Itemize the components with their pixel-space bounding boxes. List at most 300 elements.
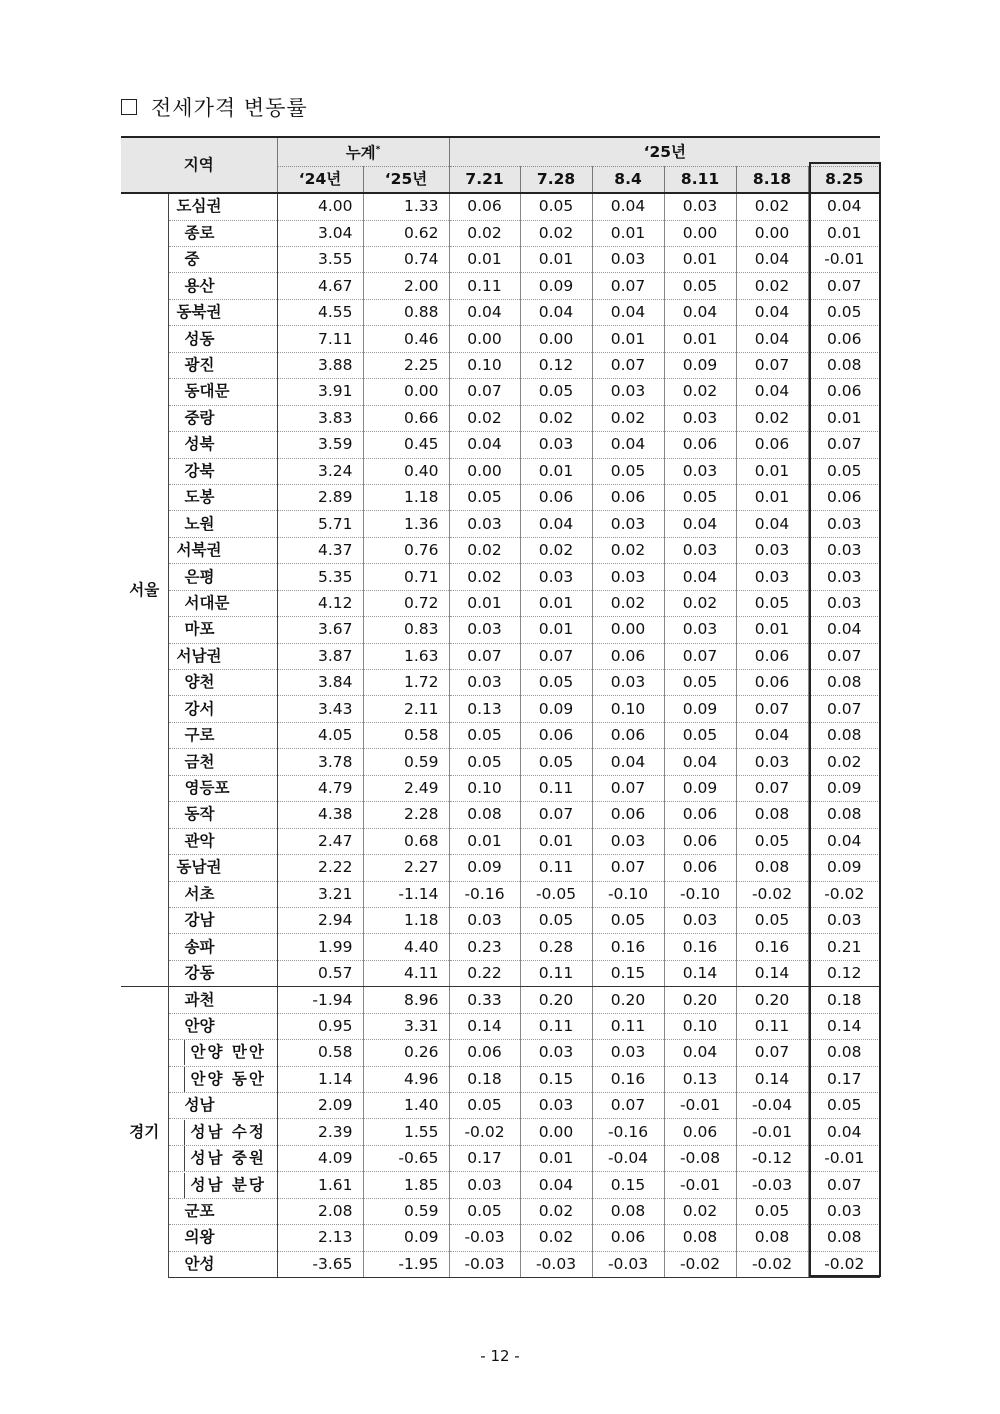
region-name: 용산 <box>168 273 277 299</box>
value-cell: 0.06 <box>664 432 736 458</box>
value-cell: 0.07 <box>736 696 808 722</box>
value-cell: 0.03 <box>449 670 520 696</box>
value-cell: 0.10 <box>664 1013 736 1039</box>
value-cell: 0.07 <box>808 1172 880 1198</box>
header-col: 8.18 <box>736 167 808 194</box>
value-cell: 4.11 <box>363 960 449 986</box>
value-cell: -0.05 <box>520 881 592 907</box>
value-cell: 0.02 <box>736 405 808 431</box>
value-cell: 0.06 <box>664 1119 736 1145</box>
value-cell: 0.03 <box>808 511 880 537</box>
region-name: 동대문 <box>168 379 277 405</box>
value-cell: -0.02 <box>736 1251 808 1277</box>
value-cell: 2.89 <box>277 484 363 510</box>
value-cell: 0.05 <box>808 299 880 325</box>
value-cell: 0.07 <box>736 352 808 378</box>
value-cell: 1.18 <box>363 907 449 933</box>
value-cell: 0.09 <box>449 855 520 881</box>
value-cell: 0.05 <box>664 273 736 299</box>
value-cell: 0.06 <box>449 1040 520 1066</box>
region-name: 도심권 <box>168 193 277 220</box>
table-row <box>121 590 880 616</box>
value-cell: 0.58 <box>363 722 449 748</box>
value-cell: 0.02 <box>449 564 520 590</box>
value-cell: 2.22 <box>277 855 363 881</box>
region-name: 군포 <box>168 1198 277 1224</box>
table-row <box>121 749 880 775</box>
value-cell: 0.07 <box>664 643 736 669</box>
value-cell: 0.01 <box>449 590 520 616</box>
value-cell: 0.02 <box>449 220 520 246</box>
value-cell: 0.02 <box>592 537 664 563</box>
value-cell: 0.00 <box>363 379 449 405</box>
value-cell: -0.16 <box>592 1119 664 1145</box>
value-cell: 0.01 <box>520 617 592 643</box>
value-cell: 0.07 <box>520 643 592 669</box>
value-cell: 0.01 <box>808 220 880 246</box>
value-cell: 0.16 <box>592 934 664 960</box>
value-cell: 0.04 <box>520 299 592 325</box>
value-cell: 1.14 <box>277 1066 363 1092</box>
region-name-text: 안양 동안 <box>184 1067 277 1092</box>
value-cell: 0.05 <box>664 670 736 696</box>
value-cell: 0.03 <box>808 1198 880 1224</box>
value-cell: 1.61 <box>277 1172 363 1198</box>
value-cell: 0.05 <box>520 907 592 933</box>
region-name: 송파 <box>168 934 277 960</box>
region-name: 동북권 <box>168 299 277 325</box>
region-name: 안성 <box>168 1251 277 1277</box>
value-cell: 0.28 <box>520 934 592 960</box>
value-cell: -0.12 <box>736 1145 808 1171</box>
region-name: 강북 <box>168 458 277 484</box>
value-cell: 0.04 <box>736 722 808 748</box>
value-cell: 4.37 <box>277 537 363 563</box>
value-cell: 4.05 <box>277 722 363 748</box>
value-cell: 0.03 <box>808 907 880 933</box>
region-name: 서북권 <box>168 537 277 563</box>
value-cell: 0.13 <box>449 696 520 722</box>
value-cell: 0.14 <box>736 960 808 986</box>
region-name: 구로 <box>168 722 277 748</box>
value-cell: 0.15 <box>592 1172 664 1198</box>
value-cell: -0.02 <box>449 1119 520 1145</box>
region-name: 강동 <box>168 960 277 986</box>
region-name: 동남권 <box>168 855 277 881</box>
value-cell: 0.03 <box>664 907 736 933</box>
table-row <box>121 511 880 537</box>
value-cell: 0.06 <box>592 1225 664 1251</box>
value-cell: 0.20 <box>664 987 736 1013</box>
value-cell: 4.40 <box>363 934 449 960</box>
value-cell: 4.67 <box>277 273 363 299</box>
value-cell: 0.04 <box>592 299 664 325</box>
value-cell: 0.02 <box>592 590 664 616</box>
value-cell: 0.01 <box>664 247 736 273</box>
value-cell: 0.00 <box>664 220 736 246</box>
value-cell: 0.02 <box>664 379 736 405</box>
value-cell: 0.00 <box>449 326 520 352</box>
table-row <box>121 670 880 696</box>
value-cell: 0.01 <box>808 405 880 431</box>
value-cell: 0.03 <box>592 247 664 273</box>
region-name: 성북 <box>168 432 277 458</box>
value-cell: 0.08 <box>808 722 880 748</box>
value-cell: 0.11 <box>592 1013 664 1039</box>
table-row <box>121 247 880 273</box>
value-cell: 0.04 <box>664 749 736 775</box>
value-cell: 0.02 <box>520 405 592 431</box>
value-cell: 3.59 <box>277 432 363 458</box>
value-cell: 0.01 <box>449 247 520 273</box>
value-cell: -0.10 <box>592 881 664 907</box>
value-cell: 0.06 <box>808 326 880 352</box>
value-cell: 0.11 <box>520 1013 592 1039</box>
value-cell: 0.07 <box>808 696 880 722</box>
value-cell: 0.03 <box>592 511 664 537</box>
value-cell: 3.31 <box>363 1013 449 1039</box>
value-cell: -0.02 <box>808 881 880 907</box>
value-cell: 2.27 <box>363 855 449 881</box>
value-cell: 2.08 <box>277 1198 363 1224</box>
value-cell: 0.18 <box>449 1066 520 1092</box>
value-cell: 0.00 <box>592 617 664 643</box>
value-cell: 0.04 <box>736 511 808 537</box>
value-cell: 4.79 <box>277 775 363 801</box>
value-cell: 8.96 <box>363 987 449 1013</box>
value-cell: 0.06 <box>808 484 880 510</box>
value-cell: 0.15 <box>592 960 664 986</box>
value-cell: 3.88 <box>277 352 363 378</box>
value-cell: 2.28 <box>363 802 449 828</box>
value-cell: -0.01 <box>736 1119 808 1145</box>
header-cumulative: 누계* <box>277 137 449 167</box>
value-cell: 2.25 <box>363 352 449 378</box>
value-cell: 0.04 <box>736 299 808 325</box>
value-cell: 3.21 <box>277 881 363 907</box>
value-cell: 0.07 <box>592 1093 664 1119</box>
value-cell: 0.01 <box>736 484 808 510</box>
value-cell: 0.02 <box>808 749 880 775</box>
value-cell: 0.06 <box>664 828 736 854</box>
table-row <box>121 1225 880 1251</box>
value-cell: 0.04 <box>520 511 592 537</box>
value-cell: 3.78 <box>277 749 363 775</box>
value-cell: 0.16 <box>664 934 736 960</box>
value-cell: 4.96 <box>363 1066 449 1092</box>
table-row <box>121 802 880 828</box>
value-cell: -0.03 <box>592 1251 664 1277</box>
value-cell: 0.04 <box>664 564 736 590</box>
value-cell: 0.05 <box>592 458 664 484</box>
value-cell: 0.01 <box>520 828 592 854</box>
value-cell: 4.12 <box>277 590 363 616</box>
region-name: 서초 <box>168 881 277 907</box>
value-cell: 0.01 <box>592 326 664 352</box>
value-cell: 2.00 <box>363 273 449 299</box>
value-cell: 0.09 <box>664 352 736 378</box>
region-name-text: 안양 만안 <box>184 1040 277 1065</box>
value-cell: 0.01 <box>520 590 592 616</box>
region-name: 종로 <box>168 220 277 246</box>
value-cell: 0.07 <box>736 775 808 801</box>
value-cell: 0.03 <box>449 1172 520 1198</box>
value-cell: 0.04 <box>449 299 520 325</box>
value-cell: 0.95 <box>277 1013 363 1039</box>
value-cell: 0.05 <box>449 722 520 748</box>
header-col: 7.21 <box>449 167 520 194</box>
value-cell: 0.03 <box>592 670 664 696</box>
region-name: 성남 <box>168 1093 277 1119</box>
value-cell: 0.14 <box>449 1013 520 1039</box>
table-row <box>121 643 880 669</box>
value-cell: 0.05 <box>808 458 880 484</box>
value-cell: 0.06 <box>736 643 808 669</box>
value-cell: -0.03 <box>449 1251 520 1277</box>
value-cell: -0.01 <box>664 1172 736 1198</box>
checkbox-square-icon <box>121 99 137 115</box>
value-cell: 0.04 <box>808 617 880 643</box>
value-cell: 0.33 <box>449 987 520 1013</box>
value-cell: 0.62 <box>363 220 449 246</box>
header-col: 8.11 <box>664 167 736 194</box>
region-name: 중랑 <box>168 405 277 431</box>
value-cell: 0.02 <box>520 220 592 246</box>
value-cell: 0.05 <box>520 749 592 775</box>
value-cell: 2.94 <box>277 907 363 933</box>
value-cell: 1.85 <box>363 1172 449 1198</box>
value-cell: 0.06 <box>449 193 520 220</box>
value-cell: 0.05 <box>808 1093 880 1119</box>
section-title <box>121 92 308 122</box>
value-cell: 0.04 <box>736 379 808 405</box>
table-row <box>121 934 880 960</box>
value-cell: 0.45 <box>363 432 449 458</box>
value-cell: 0.00 <box>736 220 808 246</box>
value-cell: -1.94 <box>277 987 363 1013</box>
table-row <box>121 193 880 220</box>
value-cell: 0.11 <box>520 775 592 801</box>
header-col: 8.4 <box>592 167 664 194</box>
value-cell: 0.06 <box>736 670 808 696</box>
value-cell: 0.09 <box>520 696 592 722</box>
value-cell: 0.08 <box>808 802 880 828</box>
value-cell: 1.63 <box>363 643 449 669</box>
value-cell: 0.06 <box>592 722 664 748</box>
value-cell: 0.03 <box>736 564 808 590</box>
value-cell: 0.03 <box>592 379 664 405</box>
value-cell: 0.08 <box>808 1040 880 1066</box>
header-col: 8.25 <box>808 167 880 194</box>
value-cell: 0.14 <box>808 1013 880 1039</box>
value-cell: 0.10 <box>592 696 664 722</box>
value-cell: 0.40 <box>363 458 449 484</box>
value-cell: 0.03 <box>520 1040 592 1066</box>
value-cell: 1.36 <box>363 511 449 537</box>
value-cell: 5.35 <box>277 564 363 590</box>
table-row <box>121 1251 880 1277</box>
value-cell: 0.16 <box>592 1066 664 1092</box>
value-cell: 0.06 <box>736 432 808 458</box>
value-cell: 0.05 <box>592 907 664 933</box>
value-cell: 0.26 <box>363 1040 449 1066</box>
value-cell: 0.02 <box>736 273 808 299</box>
table-row <box>121 484 880 510</box>
value-cell: 0.04 <box>664 299 736 325</box>
value-cell: 0.15 <box>520 1066 592 1092</box>
value-cell: 0.71 <box>363 564 449 590</box>
region-name <box>168 1119 277 1145</box>
table-row <box>121 379 880 405</box>
value-cell: 0.04 <box>592 193 664 220</box>
value-cell: 0.04 <box>520 1172 592 1198</box>
value-cell: 0.05 <box>449 1093 520 1119</box>
region-name: 안양 <box>168 1013 277 1039</box>
value-cell: 0.03 <box>592 1040 664 1066</box>
value-cell: 0.46 <box>363 326 449 352</box>
value-cell: 0.10 <box>449 352 520 378</box>
group-label: 서울 <box>121 193 168 987</box>
value-cell: 0.02 <box>664 590 736 616</box>
value-cell: 0.01 <box>520 247 592 273</box>
value-cell: 3.84 <box>277 670 363 696</box>
value-cell: 0.13 <box>664 1066 736 1092</box>
value-cell: 0.11 <box>449 273 520 299</box>
value-cell: 0.76 <box>363 537 449 563</box>
value-cell: 0.17 <box>808 1066 880 1092</box>
value-cell: 0.01 <box>520 1145 592 1171</box>
value-cell: 0.07 <box>808 643 880 669</box>
group-label: 경기 <box>121 987 168 1278</box>
value-cell: 0.02 <box>592 405 664 431</box>
region-name: 영등포 <box>168 775 277 801</box>
value-cell: 3.55 <box>277 247 363 273</box>
region-name: 은평 <box>168 564 277 590</box>
page-number: - 12 - <box>480 1347 520 1365</box>
table-row <box>121 1040 880 1066</box>
value-cell: 0.03 <box>449 511 520 537</box>
value-cell: 4.55 <box>277 299 363 325</box>
value-cell: 4.00 <box>277 193 363 220</box>
value-cell: 0.23 <box>449 934 520 960</box>
table-row <box>121 1013 880 1039</box>
table-row <box>121 1145 880 1171</box>
value-cell: 0.08 <box>449 802 520 828</box>
region-name-text: 성남 분당 <box>184 1173 277 1198</box>
value-cell: 0.01 <box>664 326 736 352</box>
value-cell: 0.05 <box>736 907 808 933</box>
table-row <box>121 960 880 986</box>
value-cell: 0.08 <box>736 1225 808 1251</box>
value-cell: 0.03 <box>664 193 736 220</box>
value-cell: 0.01 <box>736 617 808 643</box>
value-cell: 0.11 <box>520 960 592 986</box>
value-cell: 0.03 <box>664 537 736 563</box>
table-row <box>121 1119 880 1145</box>
table-row <box>121 696 880 722</box>
table-row <box>121 352 880 378</box>
value-cell: 0.08 <box>592 1198 664 1224</box>
value-cell: 0.10 <box>449 775 520 801</box>
value-cell: 0.04 <box>449 432 520 458</box>
value-cell: 0.05 <box>449 484 520 510</box>
value-cell: -0.02 <box>808 1251 880 1277</box>
value-cell: 0.14 <box>664 960 736 986</box>
value-cell: 3.43 <box>277 696 363 722</box>
value-cell: 0.16 <box>736 934 808 960</box>
value-cell: 5.71 <box>277 511 363 537</box>
value-cell: 0.57 <box>277 960 363 986</box>
value-cell: 0.04 <box>736 247 808 273</box>
value-cell: 0.05 <box>520 670 592 696</box>
value-cell: 0.05 <box>449 1198 520 1224</box>
value-cell: -0.04 <box>736 1093 808 1119</box>
table-row <box>121 828 880 854</box>
value-cell: 0.09 <box>520 273 592 299</box>
value-cell: -0.01 <box>808 247 880 273</box>
value-cell: 0.03 <box>520 564 592 590</box>
value-cell: 0.04 <box>808 1119 880 1145</box>
value-cell: 3.24 <box>277 458 363 484</box>
header-year-25: ‘25년 <box>449 137 880 167</box>
value-cell: 4.09 <box>277 1145 363 1171</box>
value-cell: 0.20 <box>592 987 664 1013</box>
value-cell: 0.18 <box>808 987 880 1013</box>
value-cell: 0.59 <box>363 1198 449 1224</box>
value-cell: 1.55 <box>363 1119 449 1145</box>
value-cell: 0.09 <box>808 775 880 801</box>
region-name-text: 성남 중원 <box>184 1146 277 1171</box>
value-cell: 0.05 <box>664 722 736 748</box>
table-row <box>121 1172 880 1198</box>
value-cell: 0.09 <box>808 855 880 881</box>
region-name: 서남권 <box>168 643 277 669</box>
value-cell: 0.02 <box>520 537 592 563</box>
region-name: 마포 <box>168 617 277 643</box>
value-cell: 1.99 <box>277 934 363 960</box>
region-name <box>168 1145 277 1171</box>
value-cell: 0.03 <box>664 405 736 431</box>
value-cell: -0.16 <box>449 881 520 907</box>
value-cell: 2.13 <box>277 1225 363 1251</box>
table-row <box>121 722 880 748</box>
value-cell: 0.04 <box>664 1040 736 1066</box>
value-cell: 0.06 <box>664 855 736 881</box>
table-row <box>121 273 880 299</box>
region-name: 노원 <box>168 511 277 537</box>
value-cell: -0.04 <box>592 1145 664 1171</box>
region-name: 서대문 <box>168 590 277 616</box>
value-cell: 0.03 <box>736 537 808 563</box>
value-cell: 0.06 <box>520 484 592 510</box>
value-cell: -0.03 <box>449 1225 520 1251</box>
value-cell: 0.04 <box>592 432 664 458</box>
value-cell: 0.08 <box>808 352 880 378</box>
region-name <box>168 1172 277 1198</box>
table-row <box>121 299 880 325</box>
value-cell: 0.03 <box>736 749 808 775</box>
value-cell: 0.03 <box>520 432 592 458</box>
value-cell: -0.03 <box>520 1251 592 1277</box>
value-cell: 0.22 <box>449 960 520 986</box>
value-cell: 0.03 <box>592 828 664 854</box>
table-row <box>121 1093 880 1119</box>
value-cell: 0.08 <box>736 855 808 881</box>
value-cell: 2.49 <box>363 775 449 801</box>
value-cell: 2.47 <box>277 828 363 854</box>
value-cell: 0.01 <box>592 220 664 246</box>
table-row <box>121 1066 880 1092</box>
